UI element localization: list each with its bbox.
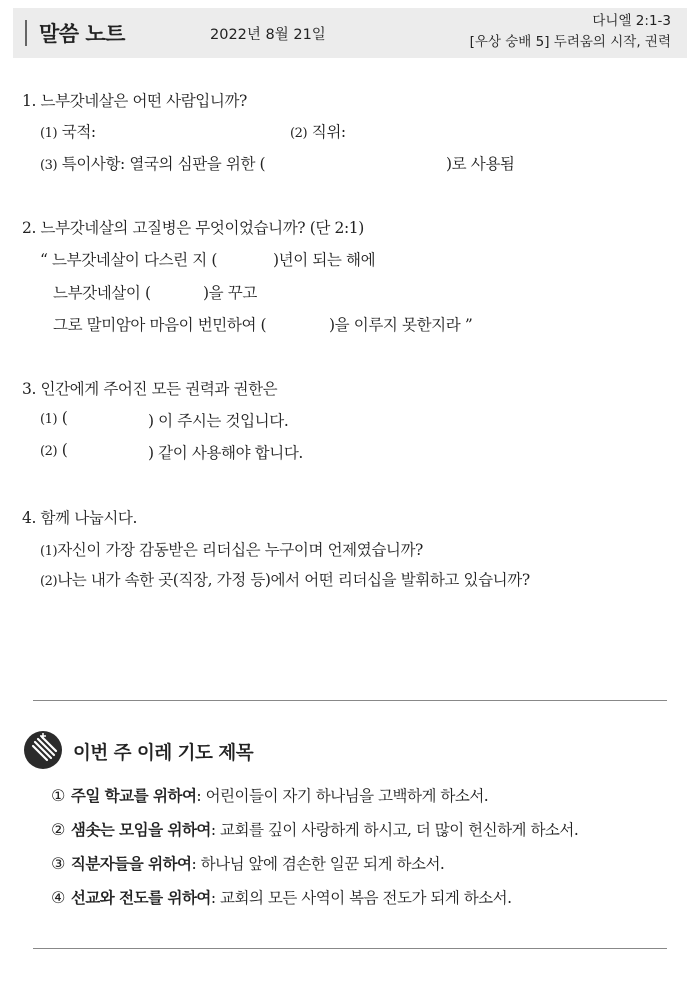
q1-answer-3 — [40, 152, 265, 174]
header-bar — [13, 8, 687, 58]
q1-a1-text: 국적: — [61, 123, 96, 141]
section-divider-top — [33, 700, 667, 701]
q3-a1-text: ) 이 주시는 것입니다. — [148, 412, 289, 430]
prayer-item-text: : 하나님 앞에 겸손한 일꾼 되게 하소서. — [191, 855, 445, 873]
q1-answer-2 — [290, 120, 346, 142]
scripture-reference — [470, 11, 671, 53]
prayer-item-number: ④ — [51, 888, 65, 907]
scripture-passage: 다니엘 2:1-3 — [592, 13, 671, 29]
question-2: 2. 느부갓네살의 고질병은 무엇이었습니까? (단 2:1) — [22, 219, 364, 237]
prayer-item-text: : 교회의 모든 사역이 복음 전도가 되게 하소서. — [210, 889, 512, 907]
prayer-item — [51, 818, 578, 840]
q1-a2-num: (2) — [290, 126, 308, 141]
title-divider — [25, 20, 27, 46]
q3-a2-num: (2) — [40, 444, 58, 459]
page-title: 말씀 노트 — [39, 22, 125, 46]
q3-answer-1-start — [40, 409, 67, 427]
q2-line-2a: 느부갓네살이 ( — [53, 284, 151, 302]
q2-line-2b: )을 꾸고 — [203, 284, 257, 302]
q2-line-1a: “ 느부갓네살이 다스린 지 ( — [40, 251, 218, 269]
q4-a1-num: (1) — [40, 544, 58, 559]
q3-a1-open: ( — [61, 409, 68, 427]
prayer-item — [51, 784, 488, 806]
q4-a2-text: 나는 내가 속한 곳(직장, 가정 등)에서 어떤 리더십을 발휘하고 있습니까? — [57, 571, 530, 589]
q4-answer-2 — [40, 568, 530, 590]
question-4: 4. 함께 나눕시다. — [22, 509, 138, 527]
prayer-item-label: 직분자들을 위하여 — [70, 855, 192, 873]
prayer-item-text: : 교회를 깊이 사랑하게 하시고, 더 많이 헌신하게 하소서. — [210, 821, 579, 839]
q2-line-3a: 그로 말미암아 마음이 번민하여 ( — [53, 316, 267, 334]
q2-line-3b: )을 이루지 못한지라 ” — [329, 316, 473, 334]
q4-a1-text: 자신이 가장 감동받은 리더십은 누구이며 언제였습니까? — [57, 541, 423, 559]
q4-a2-num: (2) — [40, 574, 58, 589]
q1-a3-num: (3) — [40, 158, 58, 173]
prayer-section-title: 이번 주 이레 기도 제목 — [73, 743, 254, 764]
q1-answer-1 — [40, 120, 96, 142]
q4-answer-1 — [40, 538, 423, 560]
q3-a2-open: ( — [61, 441, 68, 459]
sermon-series-title: [우상 숭배 5] 두려움의 시작, 권력 — [469, 34, 671, 50]
q3-a2-text: ) 같이 사용해야 합니다. — [148, 444, 303, 462]
q1-a3-end: )로 사용됨 — [446, 155, 515, 173]
prayer-item — [51, 852, 444, 874]
prayer-item-number: ③ — [51, 854, 65, 873]
praying-hands-icon — [23, 730, 63, 770]
q1-a2-text: 직위: — [311, 123, 346, 141]
prayer-item-text: : 어린이들이 자기 하나님을 고백하게 하소서. — [196, 787, 489, 805]
q2-line-1b: )년이 되는 해에 — [273, 251, 376, 269]
q3-a1-num: (1) — [40, 412, 58, 427]
prayer-item — [51, 886, 512, 908]
q1-a3-text: 특이사항: 열국의 심판을 위한 ( — [61, 155, 266, 173]
q1-a1-num: (1) — [40, 126, 58, 141]
section-divider-bottom — [33, 948, 667, 949]
prayer-item-label: 주일 학교를 위하여 — [70, 787, 197, 805]
question-1: 1. 느부갓네살은 어떤 사람입니까? — [22, 92, 247, 110]
q3-answer-2-start — [40, 441, 67, 459]
prayer-item-label: 선교와 전도를 위하여 — [70, 889, 211, 907]
prayer-item-number: ① — [51, 786, 65, 805]
prayer-item-number: ② — [51, 820, 65, 839]
question-3: 3. 인간에게 주어진 모든 권력과 권한은 — [22, 380, 278, 398]
prayer-item-label: 샘솟는 모임을 위하여 — [70, 821, 211, 839]
sermon-date: 2022년 8월 21일 — [210, 27, 326, 43]
